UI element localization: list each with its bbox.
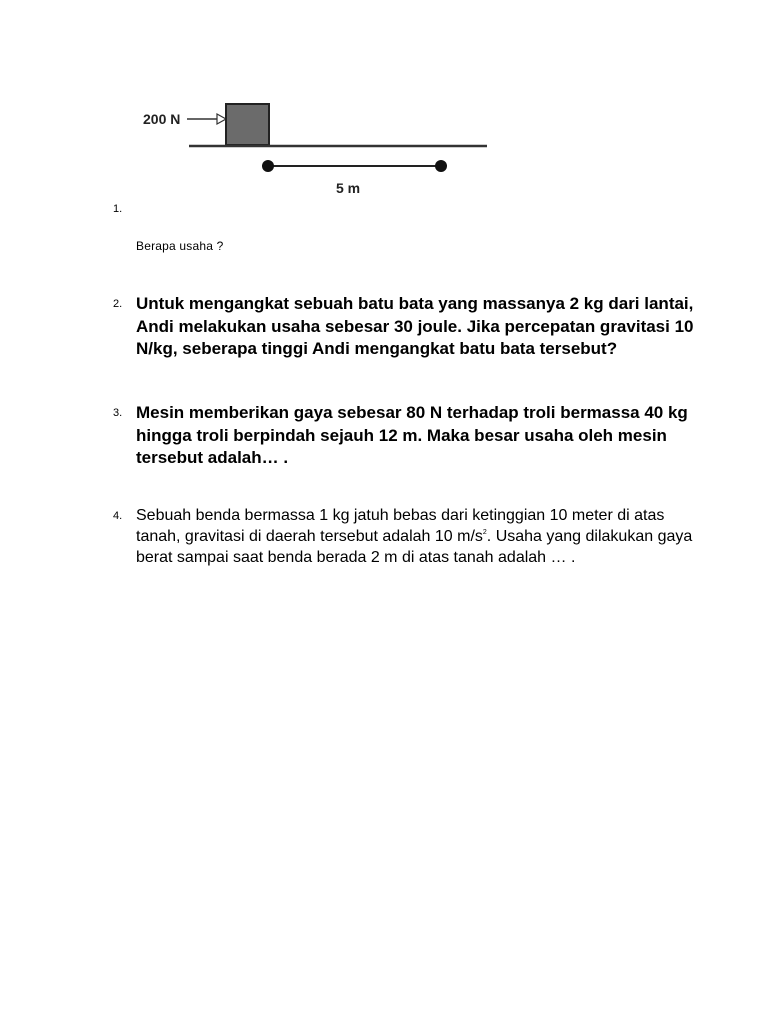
force-diagram <box>135 92 495 202</box>
distance-start-point <box>262 160 274 172</box>
question-4-text <box>136 505 696 568</box>
question-2-text: Untuk mengangkat sebuah batu bata yang massanya 2 kg dari lantai, Andi melakukan usaha sebesar 30 joule. Jika percepatan gravitasi 10 N/kg, seberapa tinggi Andi mengangkat batu bata tersebut? <box>136 294 694 358</box>
force-diagram-svg <box>135 92 495 202</box>
question-3-text: Mesin memberikan gaya sebesar 80 N terhadap troli bermassa 40 kg hingga troli berpindah sejauh 12 m. Maka besar usaha oleh mesin tersebut adalah… . <box>136 403 688 467</box>
question-4-superscript: 2 <box>482 529 487 536</box>
force-arrow-head <box>217 114 226 124</box>
question-4-text-part-2: . Usaha yang dilakukan gaya berat sampai saat benda berada 2 m di atas tanah adalah … . <box>136 528 693 566</box>
distance-label: 5 m <box>336 180 361 196</box>
block <box>226 104 269 145</box>
force-label: 200 N <box>143 111 181 127</box>
question-number-4: 4. <box>113 510 123 522</box>
question-1-text: Berapa usaha ? <box>136 239 224 253</box>
question-4-text-part-1: Sebuah benda bermassa 1 kg jatuh bebas dari ketinggian 10 meter di atas tanah, gravitasi di daerah tersebut adalah 10 m/s <box>136 507 665 545</box>
question-number-3: 3. <box>113 407 123 419</box>
question-number-1: 1. <box>113 203 123 215</box>
distance-end-point <box>435 160 447 172</box>
question-number-2: 2. <box>113 298 123 310</box>
